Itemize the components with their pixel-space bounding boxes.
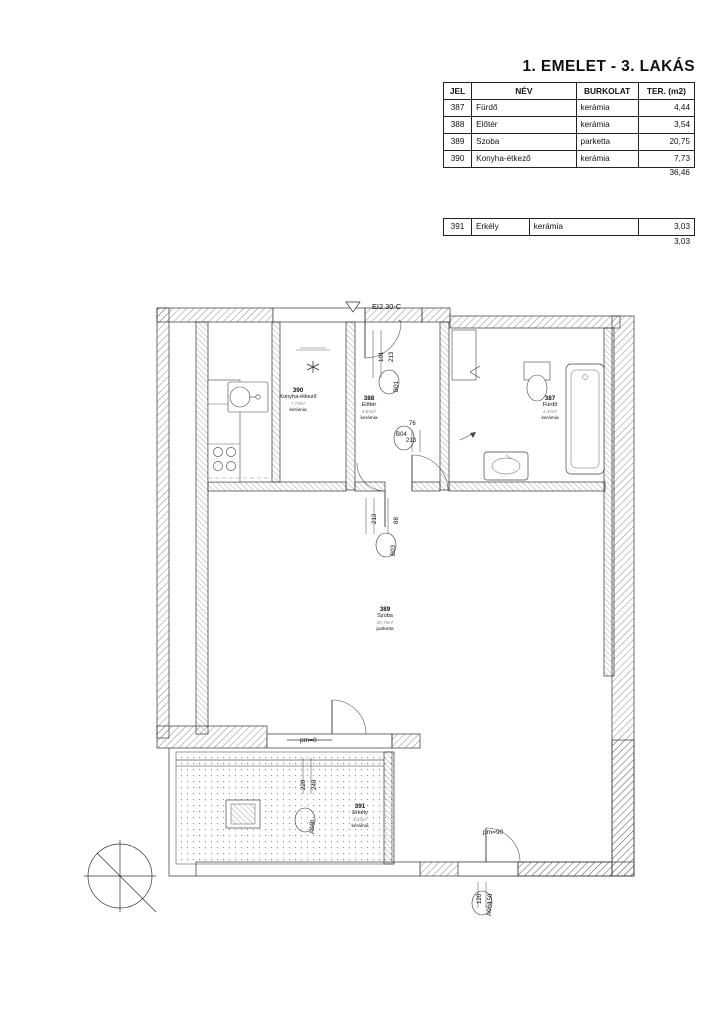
door-A06a-tag: A06a bbox=[486, 901, 493, 916]
door-A06a-height: 150 bbox=[487, 893, 494, 904]
cell-nev: Erkély bbox=[471, 219, 529, 236]
room-name: Előtér bbox=[361, 402, 377, 409]
page-title: 1. EMELET - 3. LAKÁS bbox=[522, 58, 695, 75]
room-code: 390 bbox=[292, 387, 304, 394]
cell-nev: Szoba bbox=[472, 134, 576, 151]
cell-ter: 3,54 bbox=[638, 117, 694, 134]
room-table-total: 36,46 bbox=[669, 168, 690, 177]
cell-nev: Előtér bbox=[472, 117, 576, 134]
room-area: 4,44m² bbox=[542, 408, 558, 414]
room-name: Konyha-étkező bbox=[279, 394, 317, 401]
door-B01-tag: B01 bbox=[393, 380, 400, 392]
room-material: kerámia bbox=[541, 416, 559, 422]
cell-jel: 388 bbox=[444, 117, 472, 134]
room-area: 7,73m² bbox=[290, 400, 306, 406]
cell-jel: 391 bbox=[444, 219, 472, 236]
door-A04b-width: 220 bbox=[300, 779, 307, 790]
room-label-391 bbox=[351, 804, 368, 831]
cell-ter: 20,75 bbox=[638, 134, 694, 151]
room-material: kerámia bbox=[360, 416, 378, 422]
room-name: Fürdő bbox=[542, 402, 558, 409]
door-B04-height: 213 bbox=[406, 438, 417, 444]
door-A04b-height: 240 bbox=[311, 779, 318, 790]
door-A06a-width: 120 bbox=[476, 893, 483, 904]
door-B03-width: 88 bbox=[393, 517, 400, 524]
room-material: parketta bbox=[376, 627, 394, 633]
door-B03-tag: B03 bbox=[390, 544, 397, 556]
column-header-burkolat: BURKOLAT bbox=[576, 83, 638, 100]
room-area: 3,03m² bbox=[352, 816, 368, 822]
pm-ninety-label: pm=90 bbox=[483, 829, 504, 836]
cell-ter: 3,03 bbox=[639, 219, 695, 236]
room-label-390 bbox=[279, 388, 316, 415]
cell-jel: 389 bbox=[444, 134, 472, 151]
cell-burkolat: kerámia bbox=[529, 219, 638, 236]
room-code: 391 bbox=[354, 803, 366, 810]
room-name: Szoba bbox=[377, 613, 393, 620]
room-code: 388 bbox=[363, 395, 375, 402]
cell-nev: Konyha-étkező bbox=[472, 151, 576, 168]
column-header-jel: JEL bbox=[444, 83, 472, 100]
cell-burkolat: parketta bbox=[576, 134, 638, 151]
door-B01-width: 101 bbox=[378, 351, 385, 362]
cell-nev: Fürdő bbox=[472, 100, 576, 117]
room-code: 387 bbox=[544, 395, 556, 402]
room-code: 389 bbox=[379, 606, 391, 613]
door-B01-height: 213 bbox=[388, 351, 395, 362]
room-material: kerámia bbox=[289, 408, 307, 414]
door-B04-tag: B04 bbox=[396, 432, 407, 438]
cell-ter: 4,44 bbox=[638, 100, 694, 117]
room-material: kerámia bbox=[351, 824, 369, 830]
room-label-389 bbox=[376, 607, 393, 634]
pm-zero-label: pm=0 bbox=[300, 737, 317, 744]
balcony-table-total: 3,03 bbox=[674, 237, 690, 246]
room-label-387 bbox=[541, 396, 558, 423]
cell-burkolat: kerámia bbox=[576, 100, 638, 117]
cell-burkolat: kerámia bbox=[576, 151, 638, 168]
fire-rating-label: EI2 30-C bbox=[372, 302, 402, 311]
column-header-nev: NÉV bbox=[472, 83, 576, 100]
cell-burkolat: kerámia bbox=[576, 117, 638, 134]
room-label-388 bbox=[360, 396, 377, 423]
door-B03-height: 213 bbox=[371, 513, 378, 524]
cell-jel: 387 bbox=[444, 100, 472, 117]
door-B04-width: 76 bbox=[409, 421, 416, 427]
room-area: 3,54m² bbox=[361, 408, 377, 414]
door-A04b-tag: A04b bbox=[309, 819, 316, 834]
cell-jel: 390 bbox=[444, 151, 472, 168]
cell-ter: 7,73 bbox=[638, 151, 694, 168]
room-name: Erkély bbox=[352, 810, 368, 817]
room-area: 20,75m² bbox=[376, 619, 394, 625]
column-header-ter: TER. (m2) bbox=[638, 83, 694, 100]
